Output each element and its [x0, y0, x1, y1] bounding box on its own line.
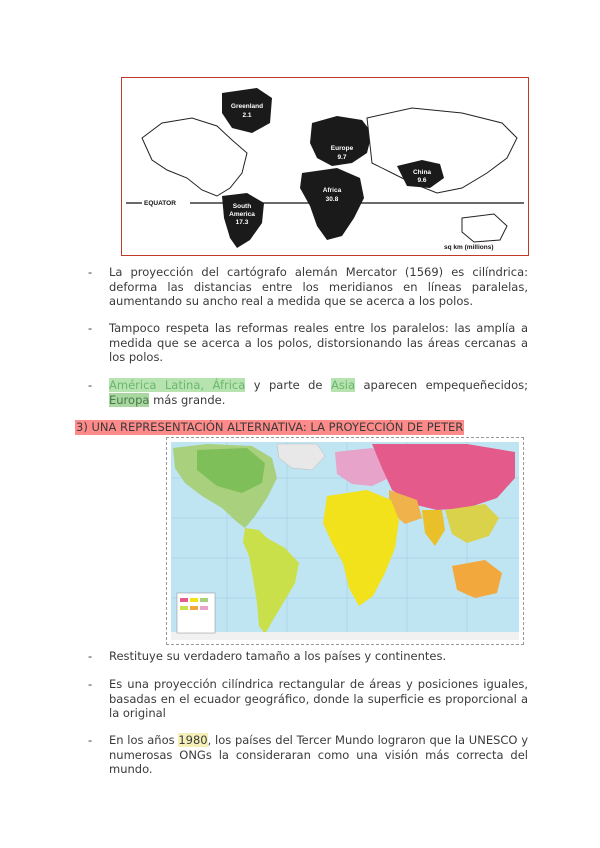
text-run: En los años — [109, 733, 179, 747]
bullet-text — [109, 733, 528, 777]
bullet-text: Restituye su verdadero tamaño a los países y continentes. — [109, 649, 447, 663]
china-label: China — [412, 169, 432, 176]
text-run: , los países del Tercer Mundo lograron que la UNESCO y numerosas ONGs la consideraran como una visión más correcta del mundo. — [109, 733, 529, 776]
south-america-label-1: South — [232, 203, 252, 210]
south-america-label-2: America — [229, 211, 255, 218]
africa-shape — [300, 168, 364, 240]
south-america-value: 17.3 — [235, 219, 249, 226]
bullet-text: La proyección del cartógrafo alemán Mercator (1569) es cilíndrica: deforma las distancias entre los meridianos en líneas paralelas, aumentando su ancho real a medida que se acerca a los polos. — [109, 265, 528, 308]
bullet-cylindrical-equal-area — [88, 677, 528, 721]
europe-value: 9.7 — [337, 154, 347, 161]
mercator-map-figure — [121, 77, 529, 256]
bullet-mercator-cylindrical — [88, 265, 528, 309]
peters-map — [167, 438, 523, 644]
bullet-dash: - — [88, 649, 93, 663]
greenland-shape — [222, 88, 272, 133]
mercator-map — [122, 78, 528, 255]
china-value: 9.6 — [417, 177, 427, 184]
bullet-unesco-1980 — [88, 733, 528, 777]
bullet-dash: - — [88, 378, 93, 392]
africa-label: Africa — [322, 187, 342, 194]
antarctica-strip — [171, 632, 519, 640]
highlight-year: 1980 — [178, 733, 208, 747]
equator-label: EQUATOR — [144, 200, 176, 207]
bullet-dash: - — [88, 733, 93, 747]
bullet-dash: - — [88, 321, 93, 335]
highlight-latam-africa: América Latina, África — [109, 378, 246, 392]
bullet-text: Es una proyección cilíndrica rectangular de áreas y posiciones iguales, basadas en el ecuador geográfico, donde la superficie es proporcional a la original — [109, 677, 528, 720]
greenland-label: Greenland — [230, 103, 264, 110]
bullet-dash: - — [88, 265, 93, 279]
section-heading: 3) UNA REPRESENTACIÓN ALTERNATIVA: LA PROYECCIÓN DE PETER — [76, 420, 464, 434]
africa-value: 30.8 — [325, 196, 339, 203]
north-america-shape — [142, 118, 247, 196]
bullet-text: Tampoco respeta las reformas reales entre los paralelos: las amplía a medida que se acerca a los polos, distorsionando las áreas cercanas a los polos. — [109, 321, 528, 364]
bullet-text — [109, 378, 528, 407]
peters-map-figure — [166, 437, 524, 645]
text-run: aparecen empequeñecidos; — [355, 378, 528, 392]
bullet-mercator-parallels — [88, 321, 528, 365]
text-run: más grande. — [149, 392, 226, 407]
greenland-value: 2.1 — [242, 112, 252, 119]
units-label: sq km (millions) — [444, 244, 494, 251]
text-run: y parte de — [245, 378, 331, 392]
highlight-europa: Europa — [109, 392, 150, 407]
bullet-true-size — [88, 649, 528, 664]
asia-shape — [367, 108, 517, 193]
highlight-asia: Asia — [330, 378, 356, 392]
australia-shape — [462, 214, 507, 242]
bullet-continents-size — [88, 378, 528, 407]
bullet-dash: - — [88, 677, 93, 691]
europe-label: Europe — [330, 145, 354, 152]
